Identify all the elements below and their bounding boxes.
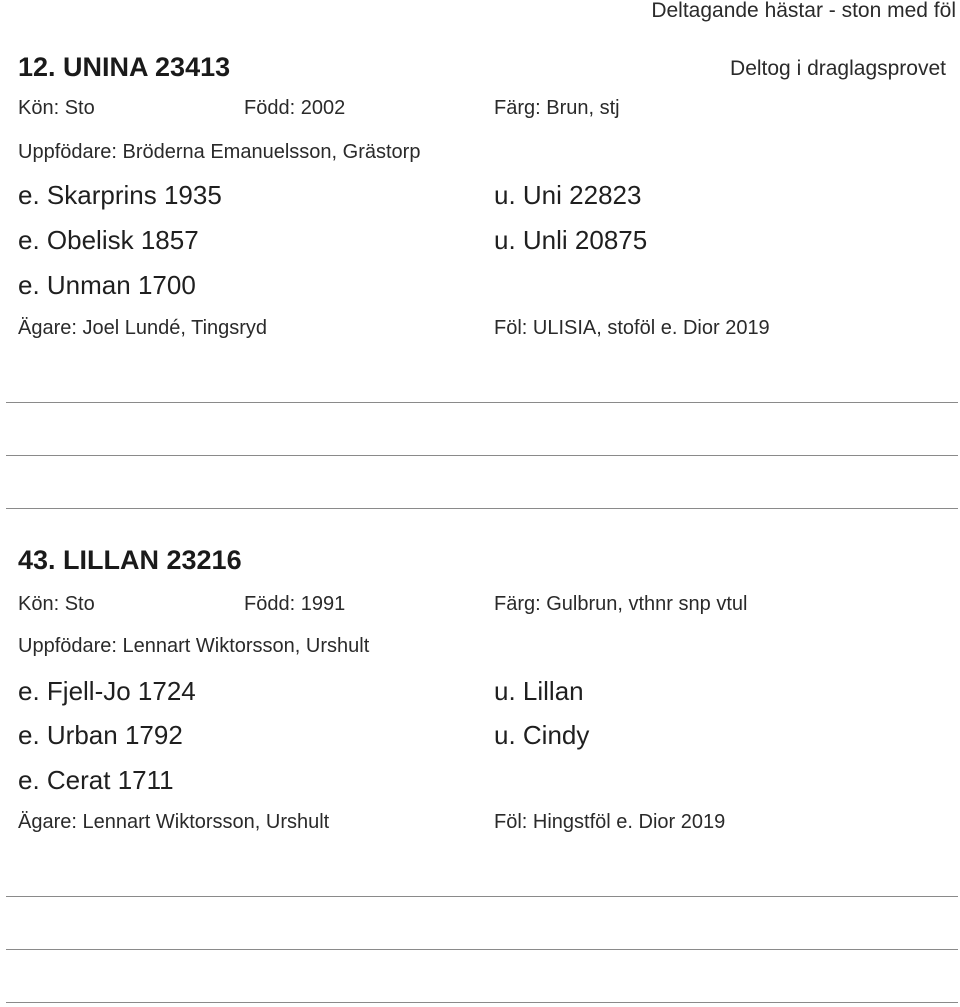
color-label: Färg: Brun, stj: [494, 97, 620, 119]
notes-line: [6, 949, 958, 950]
notes-line: [6, 508, 958, 509]
sex-label: Kön: Sto: [18, 593, 95, 615]
birth-year: Född: 2002: [244, 97, 346, 119]
breeder: Uppfödare: Bröderna Emanuelsson, Grästorp: [18, 141, 421, 163]
dam-of-dam: u. Unli 20875: [494, 225, 648, 255]
section-label: Deltagande hästar - ston med föl: [651, 0, 956, 22]
dam: u. Uni 22823: [494, 180, 642, 210]
horse-title: 12. UNINA 23413: [18, 52, 231, 82]
dam: u. Lillan: [494, 676, 584, 706]
dam-of-dam: u. Cindy: [494, 720, 590, 750]
owner: Ägare: Lennart Wiktorsson, Urshult: [18, 811, 330, 833]
horse-title: 43. LILLAN 23216: [18, 545, 242, 575]
sex-label: Kön: Sto: [18, 97, 95, 119]
sire-of-granddam: e. Unman 1700: [18, 270, 196, 300]
sire-of-dam: e. Urban 1792: [18, 720, 183, 750]
breeder: Uppfödare: Lennart Wiktorsson, Urshult: [18, 635, 370, 657]
notes-line: [6, 896, 958, 897]
sire: e. Fjell-Jo 1724: [18, 676, 196, 706]
sire-of-dam: e. Obelisk 1857: [18, 225, 199, 255]
draft-test-note: Deltog i draglagsprovet: [730, 57, 946, 80]
foal: Föl: Hingstföl e. Dior 2019: [494, 811, 726, 833]
color-label: Färg: Gulbrun, vthnr snp vtul: [494, 593, 748, 615]
owner: Ägare: Joel Lundé, Tingsryd: [18, 317, 268, 339]
notes-line: [6, 455, 958, 456]
sire-of-granddam: e. Cerat 1711: [18, 765, 174, 795]
notes-line: [6, 402, 958, 403]
birth-year: Född: 1991: [244, 593, 346, 615]
notes-line: [6, 1002, 958, 1003]
foal: Föl: ULISIA, stoföl e. Dior 2019: [494, 317, 770, 339]
sire: e. Skarprins 1935: [18, 180, 222, 210]
